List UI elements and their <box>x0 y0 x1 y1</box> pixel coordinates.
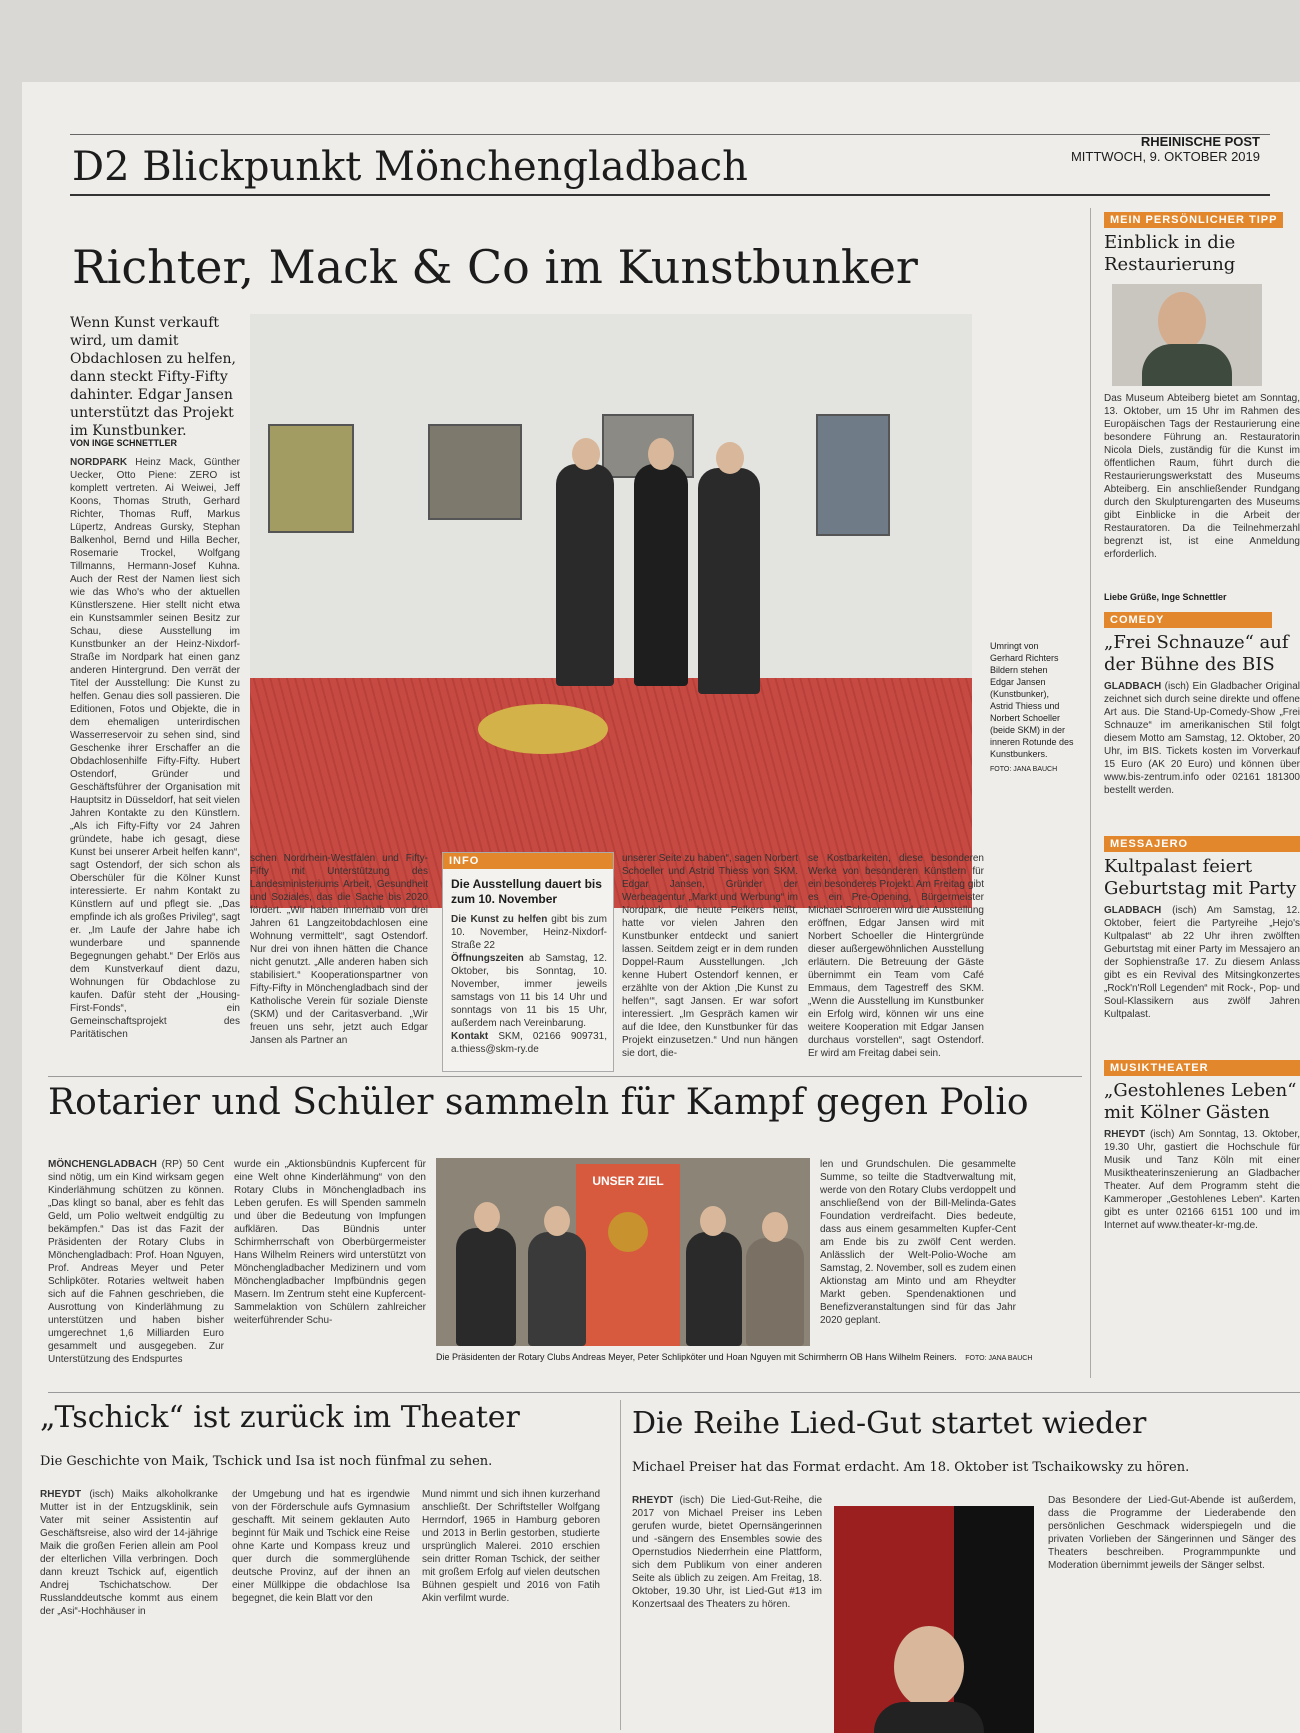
banner-text: UNSER ZIEL <box>592 1174 664 1188</box>
preiser-body <box>874 1702 984 1733</box>
comedy-kicker: GLADBACH <box>1104 681 1162 692</box>
polio-kicker: MÖNCHENGLADBACH <box>48 1159 157 1170</box>
dark-curtain <box>954 1506 1034 1733</box>
info-body2: ab Samstag, 12. Oktober, bis Sonntag, 10. November, immer jeweils samstags von 11 bis 14 Uhr und sonntags von 11 bis 15 Uhr, außerdem nach Vereinbarung. <box>451 953 607 1029</box>
rotary-person-1-head <box>474 1202 500 1232</box>
liedgut-col-1 <box>632 1494 822 1728</box>
music-title: „Gestohlenes Leben“ mit Kölner Gästen <box>1104 1080 1297 1123</box>
comedy-text <box>1104 680 1300 828</box>
rotary-person-4-head <box>762 1212 788 1242</box>
painting-1 <box>268 424 354 533</box>
info-tag: INFO <box>443 853 613 869</box>
messe-tag: MESSAJERO <box>1104 836 1300 852</box>
section-title: D2 Blickpunkt Mönchengladbach <box>72 144 748 190</box>
photo-credit: FOTO: JANA BAUCH <box>990 766 1058 773</box>
person-left <box>556 464 614 686</box>
info-box <box>442 852 614 1072</box>
person-middle-head <box>648 438 674 470</box>
author-body <box>1142 344 1232 386</box>
main-col-1-text: Heinz Mack, Günther Uecker, Otto Piene: ZERO ist komplett vertreten. Ai Weiwei, Jeff Koons, Thomas Struth, Gerhard Richter, Thomas Ruff, Markus Lüpertz, Andreas Gursky, Stephan Balkenhol, Bernd und Hilla Becher, Rosemarie Trockel, Wolfgang Tillmanns, Hermann-Josef Kuhna. Auch der Rest der Namen liest sich wie das Who's who der aktuellen Künstlerszene. Hier stellt nicht etwa ein Kunstsammler seinen Besitz zur Schau, diese Ausstellung im Kunstbunker an der Heinz-Nixdorf-Straße im Nordpark hat einen ganz anderen Hintergrund. Den verrät der Titel der Ausstellung: Die Kunst zu helfen. Genau dies soll passieren. Die Editionen, Fotos und Objekte, die in dem ehemaligen unterirdischen Wasserreservoir zu sehen sind, sind Geschenke ihrer Erschaffer an die Obdachlosenhilfe Fifty-Fifty. Hubert Ostendorf, Gründer und Geschäftsführer der Organisation mit Hauptsitz in Düsseldorf, hat seit vielen Jahren Kontakte zu den Künstlern. „Als ich Fifty-Fifty vor 24 Jahren gründete, habe ich gesagt, diese Kunst bei unserer Arbeit helfen kann“, sagt Ostendorf, der sich schon als Oberschüler für die Kölner Kunst interessierte. Er nahm Kontakt zu Künstlern auf und pflegt sie. „Das empfinde ich als großes Privileg“, sagt er. „Im Laufe der Jahre habe ich wunderbare und spannende Begegnungen gehabt.“ Der Erlös aus dem Kunstverkauf dient dazu, Wohnungen für Obdachlose zu kaufen. Dafür steht der „Housing-First-Fonds“, ein Gemeinschaftsprojekt des Paritätischen <box>70 457 240 1040</box>
liedgut-kicker: RHEYDT <box>632 1495 674 1506</box>
coin-icon <box>608 1212 648 1252</box>
rotary-person-1 <box>456 1228 516 1346</box>
painting-2 <box>428 424 522 520</box>
tschick-sub: Die Geschichte von Maik, Tschick und Isa ist noch fünfmal zu sehen. <box>40 1454 493 1469</box>
info-contact: SKM, 02166 909731, a.thiess@skm-ry.de <box>451 1031 607 1055</box>
polio-col-1 <box>48 1158 224 1378</box>
comedy-body: (isch) Ein Gladbacher Original zeichnet sich durch seine direkte und offene Art aus. Die Stand-Up-Comedy-Show „Frei Schnauze“ im amerikanischen Stil folgt diesem Motto am Samstag, 12. Oktober, 20 Uhr, im BIS. Tickets kosten im Vorverkauf 15 Euro (AK 20 Euro) und können über www.bis-zentrum.info oder 02161 181300 bestellt werden. <box>1104 681 1300 796</box>
music-body: (isch) Am Sonntag, 13. Oktober, 19.30 Uhr, gastiert die Hochschule für Musik und Tanz Köln mit einer Musiktheaterinszenierung an Gladbacher Theater. Auf dem Programm steht die Kammeroper „Gestohlenes Leben“. Karten gibt es unter 02166 6151 100 und im Internet auf www.theater-kr-mg.de. <box>1104 1129 1300 1231</box>
rotary-photo-credit: FOTO: JANA BAUCH <box>965 1355 1033 1362</box>
music-kicker: RHEYDT <box>1104 1129 1146 1140</box>
main-headline: Richter, Mack & Co im Kunstbunker <box>72 240 918 294</box>
photo-caption-text: Umringt von Gerhard Richters Bildern stehen Edgar Jansen (Kunstbunker), Astrid Thiess und Norbert Schoeller (beide SKM) in der inneren Rotunde des Kunstbunkers. <box>990 641 1074 759</box>
info-title: Die Ausstellung dauert bis zum 10. November <box>451 877 602 906</box>
rotary-person-2-head <box>544 1206 570 1236</box>
issue-date: MITTWOCH, 9. OKTOBER 2019 <box>1070 149 1260 164</box>
newspaper-page <box>22 82 1300 1733</box>
main-lead: Wenn Kunst verkauft wird, um damit Obdachlosen zu helfen, dann steckt Fifty-Fifty dahinter. Edgar Jansen unterstützt das Projekt im Kunstbunker. <box>70 315 237 439</box>
bottom-rule <box>48 1392 1300 1393</box>
polio-banner <box>576 1164 680 1346</box>
tschick-kicker: RHEYDT <box>40 1489 82 1500</box>
tip-title: Einblick in die Restaurierung <box>1104 232 1236 275</box>
tip-sign: Liebe Grüße, Inge Schnettler <box>1104 592 1227 602</box>
music-tag: MUSIKTHEATER <box>1104 1060 1300 1076</box>
bottom-col-rule <box>620 1400 621 1730</box>
rotary-person-4 <box>746 1238 804 1346</box>
polio-col-1-text: (RP) 50 Cent sind nötig, um ein Kind wirksam gegen Kinderlähmung schützen zu können. „Das klingt so banal, aber es fehlt das Geld, um Polio weltweit endgültig zu bekämpfen.“ Das ist das Fazit der Präsidenten der Rotary Clubs in Mönchengladbach: Prof. Hoan Nguyen, Prof. Andreas Meyer und Peter Schlipköter. Rotaries weltweit haben sich auf die Fahnen geschrieben, die Ausrottung von Kinderlähmung zu unterstützen und haben bisher umgerechnet 1,6 Milliarden Euro gesammelt und ausgegeben. Zur Unterstützung des Endspurtes <box>48 1159 224 1365</box>
main-col-3: unserer Seite zu haben“, sagen Norbert Schoeller und Astrid Thiess von SKM. Edgar Jansen, Gründer der Werbeagentur „Markt und Werbung“ im Nordpark, die heute Pelkers heißt, hatte vor vielen Jahren den Kunstbunker entdeckt und saniert lassen. Seitdem zeigt er in dem runden Doppel-Raum Ausstellungen. „Ich kenne Hubert Ostendorf kennen, er erzählte von der Aktion ‚Die Kunst zu helfen‘“, sagt Jansen. Er war sofort interessiert. „Im Gespräch kamen wir auf die Idee, den Kunstbunker für das Projekt einzusetzen.“ Und nun hängen sie dort, die- <box>622 853 798 1059</box>
liedgut-sub: Michael Preiser hat das Format erdacht. Am 18. Oktober ist Tschaikowsky zu hören. <box>632 1460 1190 1475</box>
rotary-person-2 <box>528 1232 586 1346</box>
rotary-caption-text: Die Präsidenten der Rotary Clubs Andreas Meyer, Peter Schlipköter und Hoan Nguyen mit Schirmherrn OB Hans Wilhelm Reiners. <box>436 1352 957 1362</box>
main-col-1 <box>70 456 240 1068</box>
tschick-col-1 <box>40 1488 218 1728</box>
messe-body: (isch) Am Samstag, 12. Oktober, feiert die Partyreihe „Hejo's Kultpalast“ ab 22 Uhr ihren zwölften Geburtstag mit einer Party im Messajero an der Sophienstraße 17. Zu diesem Anlass gibt es ein Revival des Mitsingkonzertes „Rock'n'Roll Legenden“ mit Rock-, Pop- und Soul-Klassikern aus zwölf Jahren Kultpalast. <box>1104 905 1300 1020</box>
info-body <box>451 913 607 1063</box>
tschick-col-2: der Umgebung und hat es irgendwie von der Förderschule aufs Gymnasium geschafft. Mit seinem geklauten Auto beginnt für Maik und Tschick eine Reise ohne Karte und Kompass kreuz und quer durch die sommerglühende deutsche Provinz, auf der ihnen an einer Müllkippe die obdachlose Isa begegnet, die kein Blatt vor den <box>232 1489 410 1604</box>
tip-tag: MEIN PERSÖNLICHER TIPP <box>1104 212 1283 228</box>
paper-name: RHEINISCHE POST <box>1140 134 1260 149</box>
messe-kicker: GLADBACH <box>1104 905 1162 916</box>
polio-rule <box>48 1076 1082 1077</box>
liedgut-col-2: Das Besondere der Lied-Gut-Abende ist außerdem, dass die Programme der Liederabende den persönlichen Geschmack widerspiegeln und die privaten Vorlieben der Sängerinnen und Sänger des Theaters beschreiben. Programmpunkte und Moderation übernimmt jeweils der Sänger selbst. <box>1048 1495 1296 1571</box>
comedy-tag: COMEDY <box>1104 612 1272 628</box>
gold-disc <box>478 704 608 754</box>
rotary-photo <box>436 1158 810 1346</box>
info-body1: gibt bis zum 10. November, Heinz-Nixdorf-Straße 22 <box>451 914 607 951</box>
masthead <box>1071 134 1260 164</box>
messe-title: Kultpalast feiert Geburtstag mit Party <box>1104 856 1297 899</box>
byline: VON INGE SCHNETTLER <box>70 438 178 448</box>
main-kicker: NORDPARK <box>70 457 128 468</box>
polio-col-3: len und Grundschulen. Die gesammelte Summe, so teilte die Stadtverwaltung mit, werde von den Rotary Clubs verdoppelt und anschließend von der Bill-Melinda-Gates Foundation verdreifacht. Dies bedeute, dass aus einem gesammelten Kupfer-Cent am Ende bis zu zwölf Cent werden. Anlässlich der Welt-Polio-Woche am Samstag, 2. November, soll es zudem einen Aktionstag am Minto und am Rheydter Markt geben. Spendenaktionen und Benefizveranstaltungen sind für das Jahr 2020 geplant. <box>820 1159 1016 1326</box>
tip-text: Das Museum Abteiberg bietet am Sonntag, 13. Oktober, um 15 Uhr im Rahmen des Europäischen Tags der Restaurierung eine besondere Führung an. Restauratorin Nicola Diels, zuständig für die Kunst im öffentlichen Raum, führt durch die Restaurierungswerkstatt des Museums Abteiberg. Ein anschließender Rundgang durch den Skulpturengarten des Museums gibt Einblicke in die Arbeit der Restauratoren. Da die Teilnehmerzahl begrenzt ist, ist eine Anmeldung erforderlich. <box>1104 393 1300 560</box>
kunstbunker-photo <box>250 314 972 908</box>
header-rule <box>70 194 1270 196</box>
author-photo <box>1112 284 1262 386</box>
liedgut-headline: Die Reihe Lied-Gut startet wieder <box>632 1406 1147 1441</box>
tschick-col-3: Mund nimmt und sich ihnen kurzerhand anschließt. Der Schriftsteller Wolfgang Herrndorf, 1965 in Hamburg geboren und 2013 in Berlin gestorben, studierte ursprünglich Malerei. 2010 erschien sein dritter Roman Tschick, der seither mit großem Erfolg auf vielen deutschen Bühnen gespielt und 2016 von Fatih Akin verfilmt wurde. <box>422 1489 600 1604</box>
info-body1-label: Die Kunst zu helfen <box>451 914 548 925</box>
tschick-headline: „Tschick“ ist zurück im Theater <box>40 1400 520 1435</box>
person-middle <box>634 464 688 686</box>
preiser-photo <box>834 1506 1034 1733</box>
main-col-2: schen Nordrhein-Westfalen und Fifty-Fifty mit Unterstützung des Landesministeriums Arbeit, Gesundheit und Soziales, das die Sache bis 2020 fördert. „Wir haben innerhalb von drei Jahren 61 Langzeitobdachlosen eine Wohnung vermittelt“, sagt Ostendorf. Nur drei von ihnen hätten die Chance nicht genutzt. „Alle anderen haben sich stabilisiert.“ Kooperationspartner von Fifty-Fifty in Mönchengladbach sind der Katholische Verein für soziale Dienste (SKM) und der Caritasverband. „Wir freuen uns sehr, jetzt auch Edgar Jansen als Partner an <box>250 853 428 1046</box>
messe-text <box>1104 904 1300 1052</box>
music-text <box>1104 1128 1300 1278</box>
comedy-title: „Frei Schnauze“ auf der Bühne des BIS <box>1104 632 1289 675</box>
main-col-4: se Kostbarkeiten, diese besonderen Werke von besonderen Künstlern für ein besonderes Projekt. Am Freitag gibt es ein Pre-Opening, Bürgermeister Michael Schroeren wird die Ausstellung eröffnen, Edgar Jansen wird mit Norbert Schoeller die Hintergründe dieser außergewöhnlichen Ausstellung erläutern. Die Betreuung der Gäste übernimmt ein Team vom Café Emmaus, dem Tagestreff des SKM. „Wenn die Ausstellung im Kunstbunker ein Erfolg wird, können wir uns eine weitere Kooperation mit Edgar Jansen durchaus vorstellen“, sagt Ostendorf. Er wird am Freitag dabei sein. <box>808 853 984 1059</box>
polio-col-2: wurde ein „Aktionsbündnis Kupfercent für eine Welt ohne Kinderlähmung“ von den Rotary Clubs in Mönchengladbach ins Leben gerufen. Es will Spenden sammeln und über die Bedeutung von Impfungen aufklären. Das Bündnis unter Schirmherrschaft von Oberbürgermeister Hans Wilhelm Reiners wird unterstützt von Mönchengladbacher Medizinern und vom Mönchengladbacher Impfbündnis gegen Masern. Im Zentrum steht eine Kupfercent-Sammelaktion von Schülern zahlreicher weiterführender Schu- <box>234 1159 426 1326</box>
person-left-head <box>572 438 600 470</box>
tschick-col-1-text: (isch) Maiks alkoholkranke Mutter ist in der Entzugsklinik, sein Vater mit seiner Assistentin auf Geschäftsreise, also wird der 14-jährige Maik die großen Ferien allein am Pool der elterlichen Villa verbringen. Doch dann kreuzt Tschick auf, eigentlich Andrej Tschichatschow. Der Russlanddeutsche kommt aus einem der „Asi“-Hochhäuser in <box>40 1489 218 1617</box>
info-body2-label: Öffnungszeiten <box>451 953 524 964</box>
photo-caption <box>990 640 1074 776</box>
sidebar-rule <box>1090 208 1091 1378</box>
painting-4 <box>816 414 890 536</box>
rotary-person-3-head <box>700 1206 726 1236</box>
polio-headline: Rotarier und Schüler sammeln für Kampf gegen Polio <box>48 1082 1029 1123</box>
liedgut-col-1-text: (isch) Die Lied-Gut-Reihe, die 2017 von Michael Preiser ins Leben gerufen wurde, bietet Opernsängerinnen und -sängern des Ensembles sowie des Opernstudios Niederrhein eine Plattform, sich dem Publikum von einer anderen Seite als üblich zu zeigen. Am Freitag, 18. Oktober, 19.30 Uhr, ist Lied-Gut #13 im Konzertsaal des Theaters zu hören. <box>632 1495 822 1610</box>
person-right-head <box>716 442 744 474</box>
sidebar <box>1104 208 1300 1278</box>
person-right <box>698 468 760 694</box>
author-face <box>1158 292 1206 350</box>
info-contact-label: Kontakt <box>451 1031 489 1042</box>
rotary-person-3 <box>686 1232 742 1346</box>
preiser-head <box>894 1626 964 1708</box>
